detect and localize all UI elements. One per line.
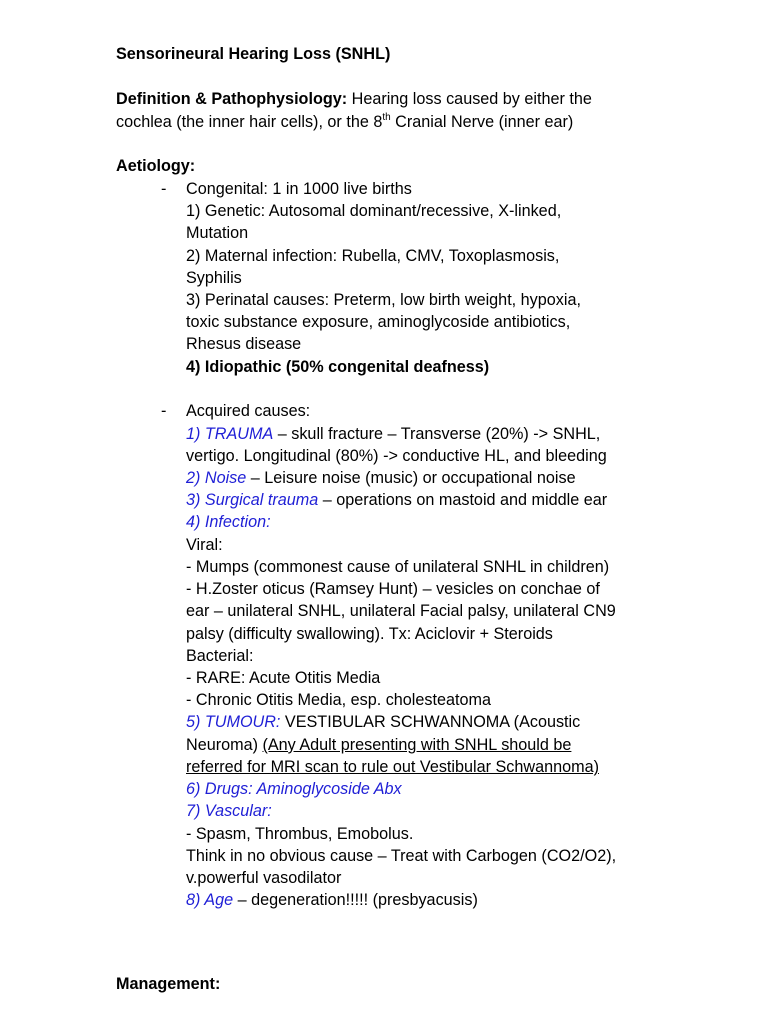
acquired-line: v.powerful vasodilator <box>186 869 342 887</box>
congenital-line: 3) Perinatal causes: Preterm, low birth weight, hypoxia, <box>186 291 581 309</box>
congenital-line: Mutation <box>186 224 249 242</box>
acquired-age-line <box>186 890 478 910</box>
acquired-line: - H.Zoster oticus (Ramsey Hunt) – vesicles on conchae of <box>186 580 600 598</box>
bullet-dash: - <box>161 402 167 420</box>
tumour-text: VESTIBULAR SCHWANNOMA (Acoustic <box>280 713 581 731</box>
acquired-line: - Chronic Otitis Media, esp. cholesteatoma <box>186 691 491 709</box>
congenital-line: Rhesus disease <box>186 335 302 353</box>
infection-label: 4) Infection: <box>186 513 271 531</box>
document-title: Sensorineural Hearing Loss (SNHL) <box>116 45 391 63</box>
definition-text-2: cochlea (the inner hair cells), or the 8 <box>116 113 383 131</box>
acquired-tumour-line-2 <box>186 735 571 755</box>
trauma-label: 1) TRAUMA <box>186 425 274 443</box>
bullet-dash: - <box>161 180 167 198</box>
acquired-tumour-line <box>186 712 580 732</box>
congenital-idiopathic: 4) Idiopathic (50% congenital deafness) <box>186 358 490 376</box>
tumour-label: 5) TUMOUR: <box>186 713 281 731</box>
acquired-line: Bacterial: <box>186 647 254 665</box>
acquired-line: - RARE: Acute Otitis Media <box>186 669 381 687</box>
congenital-line: 2) Maternal infection: Rubella, CMV, Toxoplasmosis, <box>186 247 560 265</box>
congenital-line: 1) Genetic: Autosomal dominant/recessive, X-linked, <box>186 202 562 220</box>
management-heading: Management: <box>116 975 221 993</box>
acquired-line: ear – unilateral SNHL, unilateral Facial palsy, unilateral CN9 <box>186 602 616 620</box>
noise-label: 2) Noise <box>186 469 247 487</box>
drugs-label: 6) Drugs: Aminoglycoside Abx <box>186 780 402 798</box>
surgical-label: 3) Surgical trauma <box>186 491 319 509</box>
definition-text-1: Hearing loss caused by either the <box>347 90 592 108</box>
aetiology-heading: Aetiology: <box>116 157 196 175</box>
congenital-label: Congenital: 1 in 1000 live births <box>186 180 412 198</box>
acquired-trauma-line <box>186 424 600 444</box>
acquired-noise-line <box>186 468 576 488</box>
acquired-line: Viral: <box>186 536 223 554</box>
trauma-text: – skull fracture – Transverse (20%) -> SNHL, <box>273 425 601 443</box>
acquired-line: - Mumps (commonest cause of unilateral SNHL in children) <box>186 558 610 576</box>
congenital-line: toxic substance exposure, aminoglycoside antibiotics, <box>186 313 571 331</box>
acquired-label: Acquired causes: <box>186 402 311 420</box>
tumour-note: referred for MRI scan to rule out Vestibular Schwannoma) <box>186 758 599 776</box>
ordinal-superscript: th <box>382 111 391 123</box>
vascular-label: 7) Vascular: <box>186 802 272 820</box>
definition-heading: Definition & Pathophysiology: <box>116 90 348 108</box>
noise-text: – Leisure noise (music) or occupational noise <box>246 469 576 487</box>
tumour-note: (Any Adult presenting with SNHL should be <box>262 736 572 754</box>
acquired-surgical-line <box>186 490 607 510</box>
surgical-text: – operations on mastoid and middle ear <box>318 491 608 509</box>
definition-text-3: Cranial Nerve (inner ear) <box>390 113 574 131</box>
acquired-line: palsy (difficulty swallowing). Tx: Aciclovir + Steroids <box>186 625 553 643</box>
congenital-line: Syphilis <box>186 269 242 287</box>
age-label: 8) Age <box>186 891 234 909</box>
acquired-line: - Spasm, Thrombus, Emobolus. <box>186 825 414 843</box>
age-text: – degeneration!!!!! (presbyacusis) <box>233 891 478 909</box>
definition-line-2 <box>116 112 573 132</box>
definition-line-1 <box>116 89 592 109</box>
acquired-line: Think in no obvious cause – Treat with Carbogen (CO2/O2), <box>186 847 617 865</box>
tumour-text-2: Neuroma) <box>186 736 263 754</box>
acquired-line: vertigo. Longitudinal (80%) -> conductive HL, and bleeding <box>186 447 607 465</box>
